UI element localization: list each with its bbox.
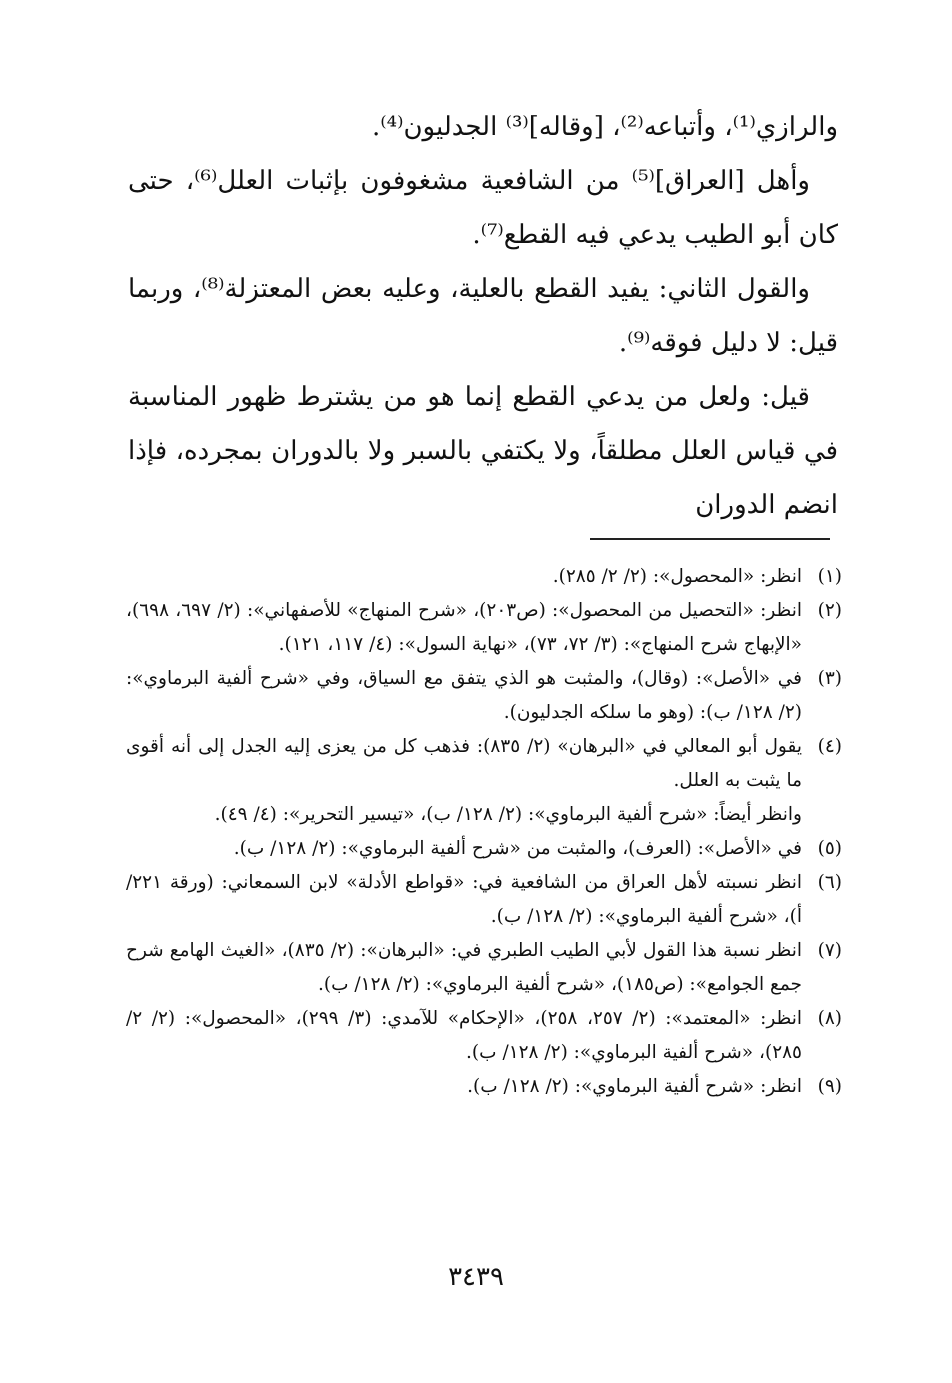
footnote-text: انظر نسبته لأهل العراق من الشافعية في: «قواطع الأدلة» لابن السمعاني: (ورقة ٢٢١/ أ)، «شرح ألفية البرماوي»: (٢/ ١٢٨/ ب). xyxy=(126,872,802,927)
page-number: ٣٤٣٩ xyxy=(448,1262,504,1292)
footnote-3 xyxy=(126,662,842,730)
footnote-text: انظر نسبة هذا القول لأبي الطيب الطبري في: «البرهان»: (٢/ ٨٣٥)، «الغيث الهامع شرح جمع الجوامع»: (ص١٨٥)، «شرح ألفية البرماوي»: (٢/ ١٢٨/ ب). xyxy=(126,940,802,995)
footnote-number: (٦) xyxy=(817,872,842,893)
footnote-number: (٣) xyxy=(817,668,842,689)
footnote-number: (٩) xyxy=(817,1076,842,1097)
footnote-text: في «الأصل»: (وقال)، والمثبت هو الذي يتفق مع السياق، وفي «شرح ألفية البرماوي»: (٢/ ١٢٨/ ب): (وهو ما سلكه الجدليون). xyxy=(126,668,802,723)
footnote-9 xyxy=(126,1070,842,1104)
footnote-6 xyxy=(126,866,842,934)
footnote-8 xyxy=(126,1002,842,1070)
footnote-2 xyxy=(126,594,842,662)
footnote-number: (١) xyxy=(817,566,842,587)
footnote-number: (٤) xyxy=(817,736,842,757)
footnote-4 xyxy=(126,730,842,832)
paragraph-4: قيل: ولعل من يدعي القطع إنما هو من يشترط ظهور المناسبة في قياس العلل مطلقاً، ولا يكتفي بالسبر ولا بالدوران بمجرده، فإذا انضم الدوران xyxy=(128,382,838,520)
footnote-7 xyxy=(126,934,842,1002)
footnote-number: (٢) xyxy=(817,600,842,621)
footnote-separator xyxy=(590,538,830,540)
footnote-number: (٥) xyxy=(817,838,842,859)
paragraph-3: والقول الثاني: يفيد القطع بالعلية، وعليه بعض المعتزلة⁽⁸⁾، وربما قيل: لا دليل فوقه⁽⁹⁾. xyxy=(128,274,838,358)
footnote-text: يقول أبو المعالي في «البرهان» (٢/ ٨٣٥): فذهب كل من يعزى إليه الجدل إلى أنه أقوى ما يثبت به العلل. xyxy=(126,736,802,791)
footnote-text: انظر: «شرح ألفية البرماوي»: (٢/ ١٢٨/ ب). xyxy=(467,1076,802,1097)
footnote-5 xyxy=(126,832,842,866)
footnotes xyxy=(126,560,842,1104)
paragraph-2: وأهل [العراق]⁽⁵⁾ من الشافعية مشغوفون بإثبات العلل⁽⁶⁾، حتى كان أبو الطيب يدعي فيه القطع⁽⁷⁾. xyxy=(128,166,838,250)
footnote-text: في «الأصل»: (العرف)، والمثبت من «شرح ألفية البرماوي»: (٢/ ١٢٨/ ب). xyxy=(233,838,802,859)
main-text xyxy=(128,100,838,532)
footnote-text: انظر: «المحصول»: (٢/ ٢/ ٢٨٥). xyxy=(552,566,802,587)
footnote-text-continued: وانظر أيضاً: «شرح ألفية البرماوي»: (٢/ ١٢٨/ ب)، «تيسير التحرير»: (٤/ ٤٩). xyxy=(214,804,802,825)
footnote-number: (٨) xyxy=(817,1008,842,1029)
paragraph-1: والرازي⁽¹⁾، وأتباعه⁽²⁾، [وقاله]⁽³⁾ الجدليون⁽⁴⁾. xyxy=(371,112,838,142)
footnote-number: (٧) xyxy=(817,940,842,961)
footnote-text: انظر: «التحصيل من المحصول»: (ص٢٠٣)، «شرح المنهاج» للأصفهاني»: (٢/ ٦٩٧، ٦٩٨)، «الإبهاج شرح المنهاج»: (٣/ ٧٢، ٧٣)، «نهاية السول»: (٤/ ١١٧، ١٢١). xyxy=(126,600,802,655)
footnote-text: انظر: «المعتمد»: (٢/ ٢٥٧، ٢٥٨)، «الإحكام» للآمدي: (٣/ ٢٩٩)، «المحصول»: (٢/ ٢/ ٢٨٥)، «شرح ألفية البرماوي»: (٢/ ١٢٨/ ب). xyxy=(126,1008,802,1063)
footnote-1 xyxy=(126,560,842,594)
